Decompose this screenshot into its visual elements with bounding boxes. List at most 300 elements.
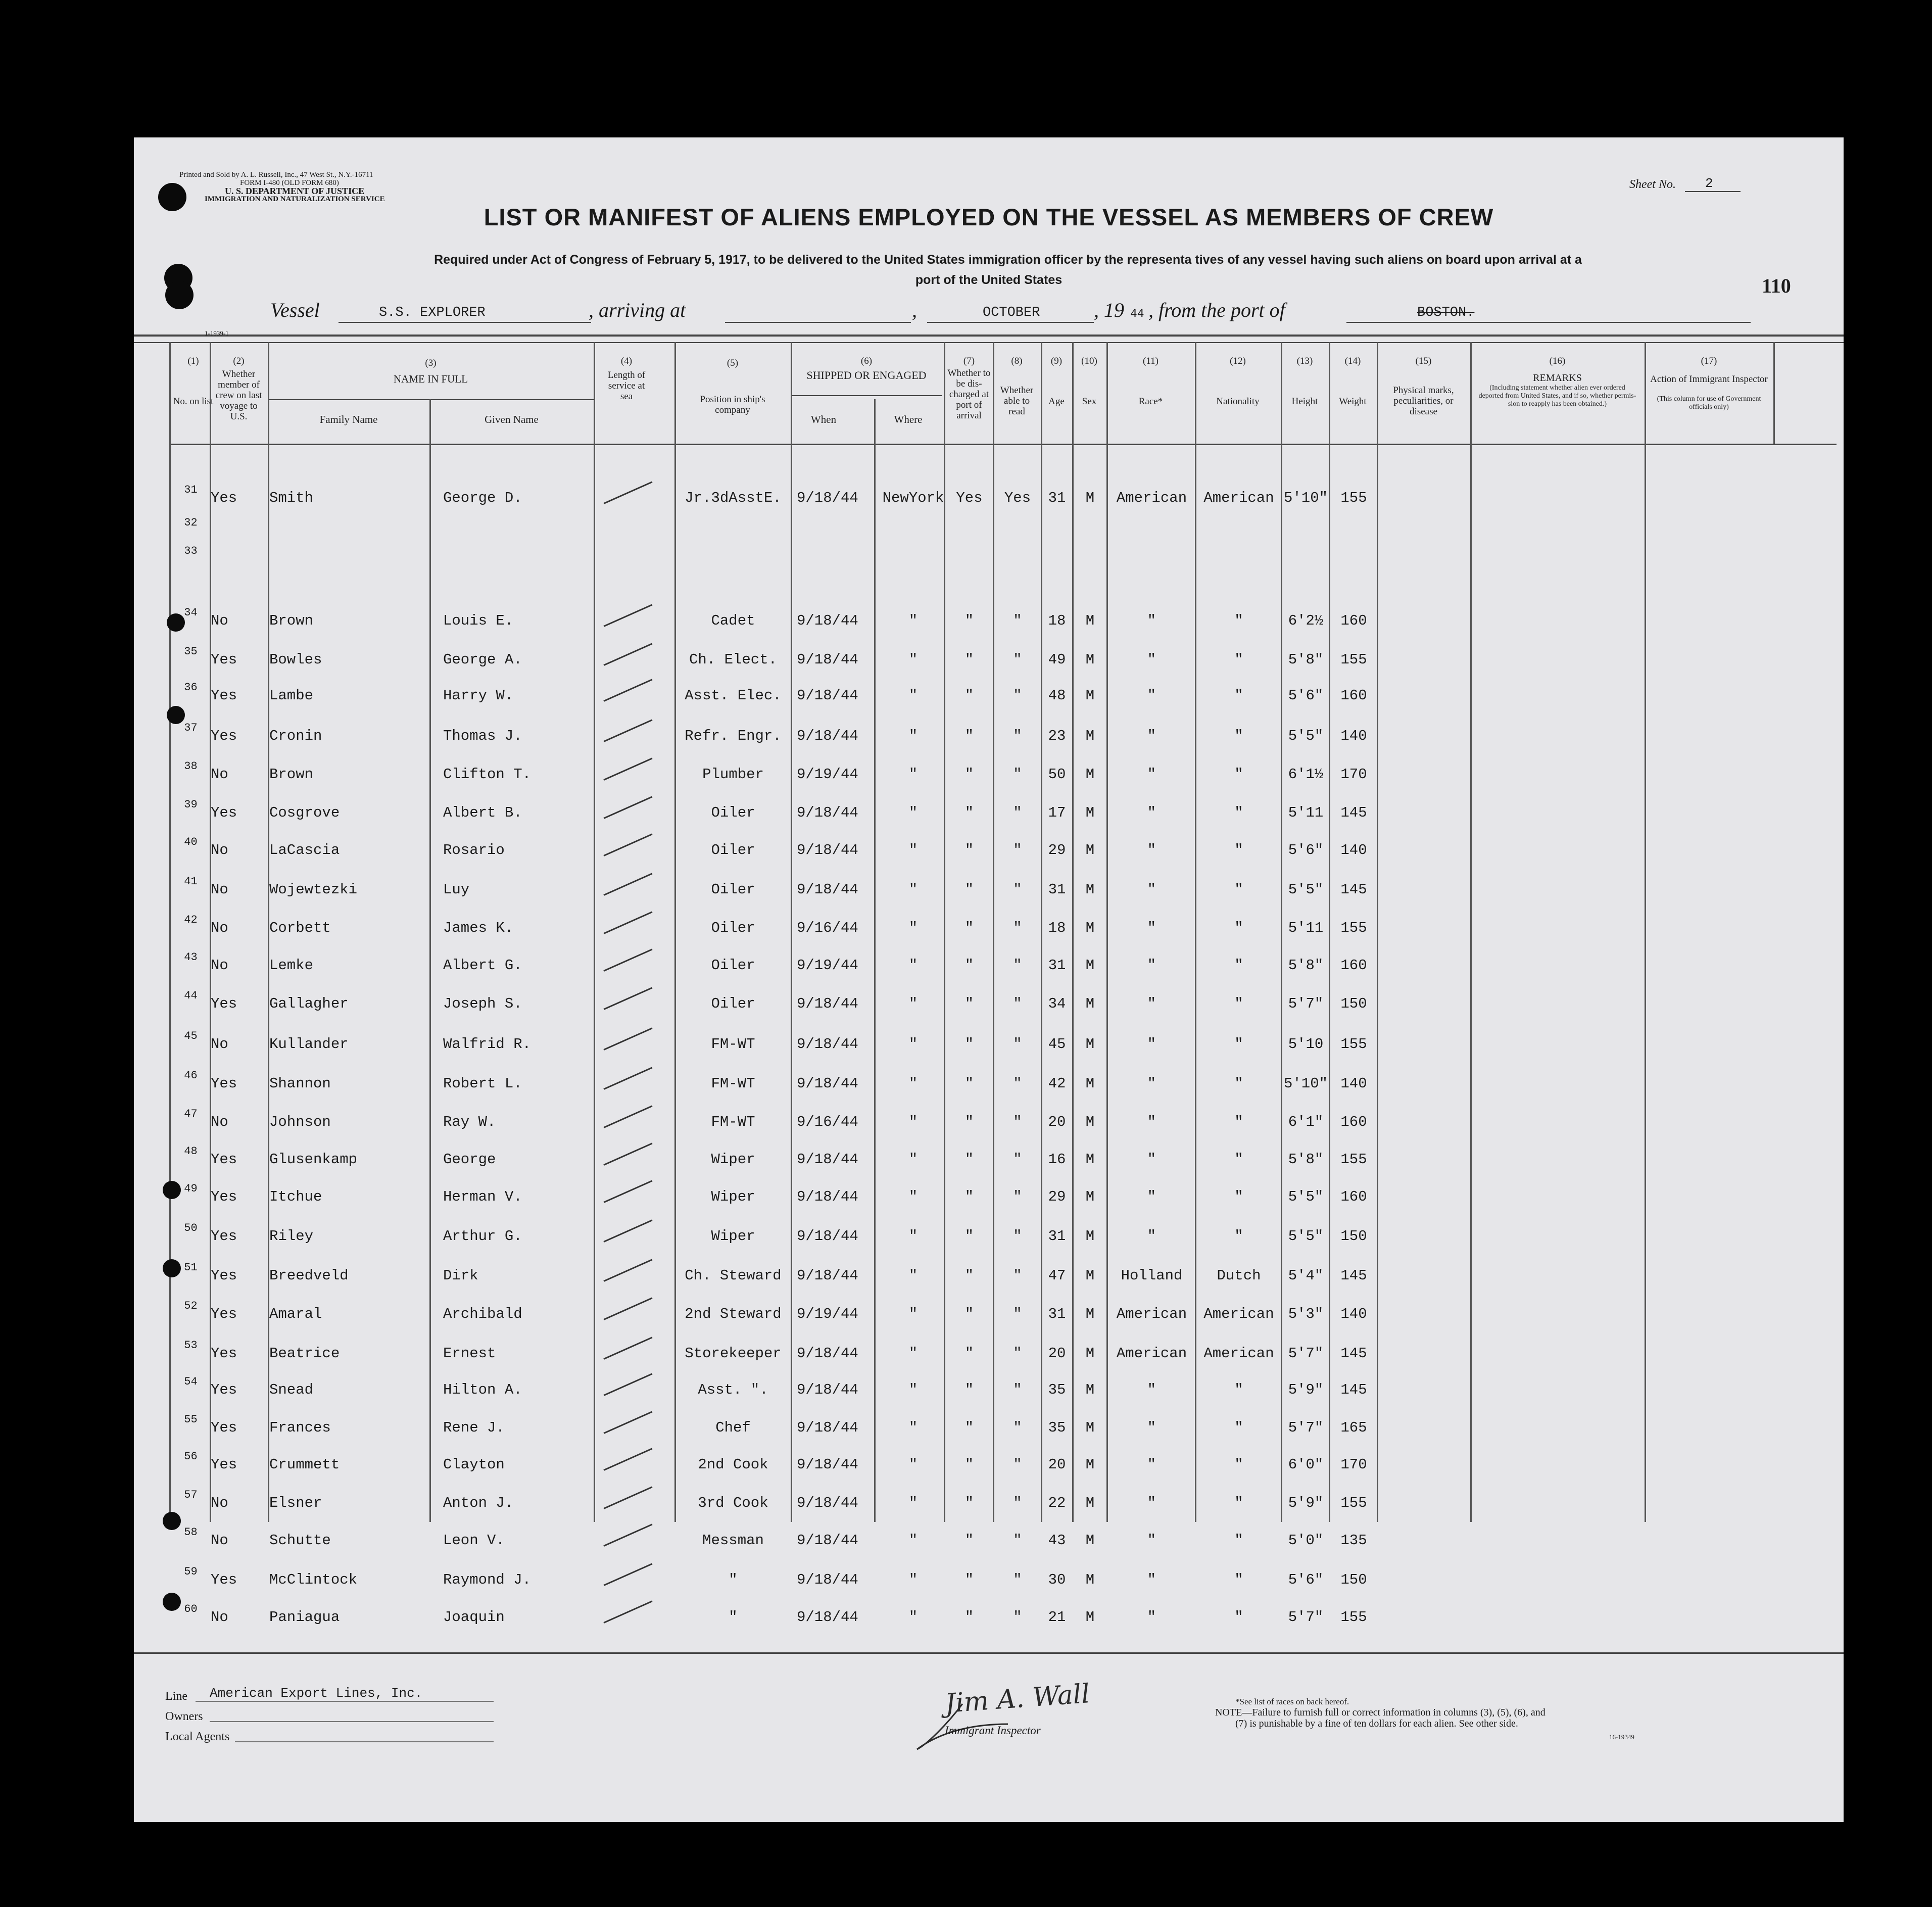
- cell-where: ": [908, 957, 918, 974]
- cell-family: Cronin: [269, 728, 322, 744]
- cell-no: 43: [184, 951, 198, 964]
- col9-num: (9): [1050, 356, 1062, 366]
- cell-prev: No: [211, 842, 228, 859]
- cell-weight: 170: [1340, 766, 1367, 783]
- cell-when: 9/18/44: [797, 1228, 858, 1245]
- cell-sex: M: [1085, 612, 1095, 629]
- col12-num: (12): [1230, 356, 1246, 366]
- cell-no: 55: [184, 1413, 198, 1426]
- cell-when: 9/18/44: [797, 1419, 858, 1436]
- cell-read: ": [1013, 612, 1022, 629]
- cell-family: Riley: [269, 1228, 314, 1245]
- cell-nat: ": [1234, 995, 1243, 1012]
- from-port-underline: [1346, 322, 1751, 323]
- cell-where: ": [908, 881, 918, 898]
- cell-when: 9/19/44: [797, 1306, 858, 1322]
- cell-disch: ": [964, 1036, 974, 1053]
- cell-disch: ": [964, 1114, 974, 1130]
- vessel-label: Vessel: [270, 299, 320, 321]
- cell-prev: Yes: [211, 1306, 237, 1322]
- sheet-number-label: Sheet No.: [1629, 178, 1676, 191]
- cell-read: ": [1013, 995, 1022, 1012]
- cell-pos: Oiler: [711, 995, 755, 1012]
- cell-weight: 170: [1340, 1456, 1367, 1473]
- cell-pos: FM-WT: [711, 1036, 755, 1053]
- cell-height: 5'4": [1288, 1267, 1324, 1284]
- cell-where: NewYork: [882, 490, 944, 506]
- cell-disch: ": [964, 1456, 974, 1473]
- cell-weight: 155: [1340, 1495, 1367, 1511]
- cell-age: 16: [1048, 1151, 1066, 1168]
- cell-sex: M: [1085, 1114, 1095, 1130]
- cell-family: Brown: [269, 612, 314, 629]
- cell-height: 5'8": [1288, 957, 1324, 974]
- cell-no: 58: [184, 1526, 198, 1539]
- punch-mark: [167, 706, 185, 724]
- cell-weight: 155: [1340, 920, 1367, 936]
- cell-race: ": [1147, 1532, 1156, 1549]
- cell-sex: M: [1085, 1419, 1095, 1436]
- cell-family: Bowles: [269, 651, 322, 668]
- cell-weight: 140: [1340, 1075, 1367, 1092]
- from-port: BOSTON.: [1417, 305, 1475, 320]
- cell-family: Smith: [269, 490, 314, 506]
- cell-prev: No: [211, 766, 228, 783]
- cell-nat: ": [1234, 1228, 1243, 1245]
- cell-given: Louis E.: [443, 612, 514, 629]
- cell-race: American: [1116, 1345, 1187, 1362]
- cell-age: 30: [1048, 1571, 1066, 1588]
- service-check-mark: [603, 679, 652, 701]
- cell-no: 35: [184, 645, 198, 658]
- cell-weight: 145: [1340, 881, 1367, 898]
- cell-no: 44: [184, 989, 198, 1002]
- cell-age: 29: [1048, 842, 1066, 859]
- cell-disch: ": [964, 920, 974, 936]
- cell-family: Johnson: [269, 1114, 331, 1130]
- cell-given: Archibald: [443, 1306, 522, 1322]
- form-number: FORM I-480 (OLD FORM 680): [240, 179, 339, 187]
- cell-age: 42: [1048, 1075, 1066, 1092]
- col3-family-name: Family Name: [319, 413, 378, 425]
- cell-nat: ": [1234, 1151, 1243, 1168]
- col6-num: (6): [860, 356, 873, 366]
- punch-mark: [163, 1259, 181, 1277]
- cell-prev: Yes: [211, 728, 237, 744]
- cell-age: 35: [1048, 1381, 1066, 1398]
- cell-height: 6'1½: [1288, 766, 1324, 783]
- cell-age: 45: [1048, 1036, 1066, 1053]
- cell-family: Shannon: [269, 1075, 331, 1092]
- cell-family: Corbett: [269, 920, 331, 936]
- cell-pos: Oiler: [711, 957, 755, 974]
- cell-age: 22: [1048, 1495, 1066, 1511]
- service-check-mark: [603, 1523, 652, 1546]
- cell-family: LaCascia: [269, 842, 340, 859]
- cell-when: 9/18/44: [797, 1381, 858, 1398]
- cell-disch: ": [964, 1571, 974, 1588]
- cell-where: ": [908, 1075, 918, 1092]
- col17-label: Action of Immigrant Inspector: [1650, 374, 1768, 385]
- service-check-mark: [603, 1486, 652, 1509]
- cell-prev: Yes: [211, 1075, 237, 1092]
- punch-mark: [163, 1512, 181, 1530]
- cell-no: 37: [184, 722, 198, 734]
- cell-disch: ": [964, 766, 974, 783]
- cell-age: 48: [1048, 687, 1066, 704]
- cell-race: ": [1147, 1495, 1156, 1511]
- cell-height: 5'7": [1288, 1609, 1324, 1626]
- cell-where: ": [908, 1495, 918, 1511]
- cell-given: Thomas J.: [443, 728, 522, 744]
- cell-given: George A.: [443, 651, 522, 668]
- cell-age: 31: [1048, 1306, 1066, 1322]
- owners-underline: [210, 1721, 494, 1722]
- col14-num: (14): [1344, 356, 1361, 366]
- cell-when: 9/18/44: [797, 842, 858, 859]
- cell-disch: ": [964, 1381, 974, 1398]
- cell-height: 5'11: [1288, 804, 1324, 821]
- cell-family: Schutte: [269, 1532, 331, 1549]
- col13-num: (13): [1296, 356, 1313, 366]
- cell-given: Clayton: [443, 1456, 505, 1473]
- cell-pos: 2nd Steward: [685, 1306, 782, 1322]
- cell-given: George D.: [443, 490, 522, 506]
- cell-disch: ": [964, 1267, 974, 1284]
- cell-sex: M: [1085, 687, 1095, 704]
- cell-pos: 3rd Cook: [698, 1495, 768, 1511]
- col10-label: Sex: [1082, 396, 1097, 407]
- cell-pos: ": [729, 1609, 738, 1626]
- from-port-label: , from the port of: [1148, 299, 1285, 321]
- cell-race: ": [1147, 1571, 1156, 1588]
- line-label: Line: [165, 1690, 187, 1703]
- cell-nat: American: [1203, 490, 1274, 506]
- month-underline: [927, 322, 1094, 323]
- cell-age: 20: [1048, 1456, 1066, 1473]
- cell-nat: ": [1234, 1571, 1243, 1588]
- cell-nat: ": [1234, 1532, 1243, 1549]
- page-title: LIST OR MANIFEST OF ALIENS EMPLOYED ON THE VESSEL AS MEMBERS OF CREW: [484, 204, 1494, 230]
- cell-where: ": [908, 1228, 918, 1245]
- cell-where: ": [908, 728, 918, 744]
- cell-read: ": [1013, 1571, 1022, 1588]
- cell-when: 9/18/44: [797, 728, 858, 744]
- cell-pos: Jr.3dAsstE.: [685, 490, 782, 506]
- column-divider: [1470, 342, 1472, 1522]
- cell-nat: ": [1234, 1456, 1243, 1473]
- cell-nat: American: [1203, 1345, 1274, 1362]
- cell-nat: ": [1234, 1114, 1243, 1130]
- cell-pos: Chef: [715, 1419, 751, 1436]
- cell-read: ": [1013, 651, 1022, 668]
- col15-num: (15): [1415, 356, 1432, 366]
- cell-age: 21: [1048, 1609, 1066, 1626]
- cell-given: Herman V.: [443, 1188, 522, 1205]
- local-agents-label: Local Agents: [165, 1730, 230, 1743]
- cell-race: American: [1116, 490, 1187, 506]
- cell-family: Snead: [269, 1381, 314, 1398]
- cell-race: American: [1116, 1306, 1187, 1322]
- cell-no: 41: [184, 875, 198, 888]
- col5-label: Position in ship's company: [700, 394, 765, 415]
- cell-family: Gallagher: [269, 995, 349, 1012]
- cell-race: ": [1147, 1188, 1156, 1205]
- cell-sex: M: [1085, 1036, 1095, 1053]
- column-divider: [1645, 342, 1646, 1522]
- cell-where: ": [908, 1188, 918, 1205]
- cell-disch: Yes: [956, 490, 983, 506]
- col3-num: (3): [425, 358, 437, 368]
- cell-nat: ": [1234, 728, 1243, 744]
- cell-disch: ": [964, 1419, 974, 1436]
- cell-weight: 160: [1340, 957, 1367, 974]
- cell-age: 20: [1048, 1345, 1066, 1362]
- cell-sex: M: [1085, 881, 1095, 898]
- cell-pos: Oiler: [711, 842, 755, 859]
- cell-prev: Yes: [211, 1456, 237, 1473]
- cell-given: Leon V.: [443, 1532, 505, 1549]
- cell-sex: M: [1085, 1151, 1095, 1168]
- cell-no: 34: [184, 606, 198, 619]
- col16-instructions: (Including statement whether alien ever ordered deported from United States, and if so, whether permis- sion to reapply has been obtained.): [1478, 384, 1636, 408]
- cell-read: ": [1013, 1306, 1022, 1322]
- printer-line: Printed and Sold by A. L. Russell, Inc., 47 West St., N.Y.-16711: [179, 171, 373, 179]
- cell-where: ": [908, 1609, 918, 1626]
- cell-race: ": [1147, 804, 1156, 821]
- cell-pos: Ch. Elect.: [689, 651, 778, 668]
- cell-prev: No: [211, 1609, 228, 1626]
- cell-age: 34: [1048, 995, 1066, 1012]
- service-check-mark: [603, 1448, 652, 1470]
- cell-height: 5'5": [1288, 728, 1324, 744]
- col3-label: NAME IN FULL: [394, 373, 468, 385]
- cell-no: 49: [184, 1182, 198, 1195]
- col13-label: Height: [1291, 396, 1318, 407]
- col17-instructions: (This column for use of Government officials only): [1657, 395, 1761, 411]
- cell-pos: 2nd Cook: [698, 1456, 768, 1473]
- column-divider: [429, 399, 431, 1522]
- cell-nat: ": [1234, 804, 1243, 821]
- cell-age: 47: [1048, 1267, 1066, 1284]
- cell-nat: ": [1234, 1495, 1243, 1511]
- cell-when: 9/18/44: [797, 1495, 858, 1511]
- cell-disch: ": [964, 651, 974, 668]
- cell-read: ": [1013, 1267, 1022, 1284]
- agents-underline: [235, 1741, 494, 1742]
- cell-where: ": [908, 1151, 918, 1168]
- cell-where: ": [908, 1532, 918, 1549]
- cell-when: 9/18/44: [797, 804, 858, 821]
- cell-when: 9/18/44: [797, 1151, 858, 1168]
- manifest-sheet: [134, 137, 1844, 1822]
- page-number: 110: [1762, 274, 1791, 297]
- cell-where: ": [908, 612, 918, 629]
- vessel-name: S.S. EXPLORER: [379, 305, 486, 320]
- cell-nat: ": [1234, 957, 1243, 974]
- cell-no: 38: [184, 760, 198, 773]
- form-code: 1-1939-1: [205, 329, 229, 337]
- cell-race: ": [1147, 651, 1156, 668]
- cell-race: ": [1147, 1075, 1156, 1092]
- cell-read: ": [1013, 957, 1022, 974]
- cell-given: Harry W.: [443, 687, 514, 704]
- cell-read: ": [1013, 1188, 1022, 1205]
- cell-weight: 155: [1340, 651, 1367, 668]
- cell-height: 5'9": [1288, 1381, 1324, 1398]
- cell-height: 6'0": [1288, 1456, 1324, 1473]
- cell-prev: Yes: [211, 687, 237, 704]
- cell-no: 60: [184, 1603, 198, 1615]
- cell-no: 32: [184, 516, 198, 529]
- cell-read: ": [1013, 1075, 1022, 1092]
- cell-weight: 155: [1340, 1609, 1367, 1626]
- cell-given: Luy: [443, 881, 470, 898]
- cell-read: ": [1013, 1419, 1022, 1436]
- cell-sex: M: [1085, 1381, 1095, 1398]
- service-check-mark: [603, 1411, 652, 1434]
- cell-no: 33: [184, 545, 198, 557]
- col5-num: (5): [727, 358, 739, 368]
- cell-height: 5'9": [1288, 1495, 1324, 1511]
- cell-when: 9/16/44: [797, 1114, 858, 1130]
- cell-age: 50: [1048, 766, 1066, 783]
- cell-given: Walfrid R.: [443, 1036, 532, 1053]
- owners-label: Owners: [165, 1710, 203, 1723]
- penalty-note-2: (7) is punishable by a fine of ten dollars for each alien. See other side.: [1235, 1718, 1518, 1729]
- cell-prev: Yes: [211, 1188, 237, 1205]
- col16-num: (16): [1549, 356, 1566, 366]
- cell-where: ": [908, 995, 918, 1012]
- cell-when: 9/18/44: [797, 1075, 858, 1092]
- cell-height: 5'3": [1288, 1306, 1324, 1322]
- service-check-mark: [603, 1142, 652, 1165]
- cell-pos: Messman: [702, 1532, 764, 1549]
- cell-age: 31: [1048, 1228, 1066, 1245]
- cell-disch: ": [964, 1306, 974, 1322]
- cell-family: Itchue: [269, 1188, 322, 1205]
- cell-family: Beatrice: [269, 1345, 340, 1362]
- cell-pos: Asst. Elec.: [685, 687, 782, 704]
- cell-race: ": [1147, 1381, 1156, 1398]
- cell-height: 5'8": [1288, 1151, 1324, 1168]
- cell-where: ": [908, 1419, 918, 1436]
- cell-where: ": [908, 1456, 918, 1473]
- line-value: American Export Lines, Inc.: [210, 1686, 423, 1701]
- cell-given: Anton J.: [443, 1495, 514, 1511]
- service-check-mark: [603, 604, 652, 627]
- cell-sex: M: [1085, 920, 1095, 936]
- cell-nat: ": [1234, 920, 1243, 936]
- cell-race: ": [1147, 1036, 1156, 1053]
- cell-weight: 150: [1340, 1228, 1367, 1245]
- cell-age: 23: [1048, 728, 1066, 744]
- cell-prev: Yes: [211, 1151, 237, 1168]
- cell-weight: 140: [1340, 842, 1367, 859]
- cell-where: ": [908, 920, 918, 936]
- cell-given: Hilton A.: [443, 1381, 522, 1398]
- cell-where: ": [908, 842, 918, 859]
- service-check-mark: [603, 1067, 652, 1089]
- cell-sex: M: [1085, 766, 1095, 783]
- cell-height: 5'6": [1288, 1571, 1324, 1588]
- col17-num: (17): [1701, 356, 1717, 366]
- cell-pos: FM-WT: [711, 1114, 755, 1130]
- cell-prev: No: [211, 1495, 228, 1511]
- cell-when: 9/18/44: [797, 1571, 858, 1588]
- col2-num: (2): [233, 356, 245, 366]
- vessel-underline: [339, 322, 591, 323]
- cell-family: Kullander: [269, 1036, 349, 1053]
- cell-read: ": [1013, 1114, 1022, 1130]
- cell-pos: Ch. Steward: [685, 1267, 782, 1284]
- col3-given-name: Given Name: [485, 413, 539, 425]
- cell-given: Albert B.: [443, 804, 522, 821]
- cell-no: 56: [184, 1450, 198, 1463]
- sheet-number-underline: [1685, 191, 1741, 192]
- arrival-month: OCTOBER: [983, 305, 1040, 320]
- cell-pos: ": [729, 1571, 738, 1588]
- service-check-mark: [603, 1373, 652, 1396]
- cell-family: Crummett: [269, 1456, 340, 1473]
- cell-sex: M: [1085, 842, 1095, 859]
- cell-weight: 155: [1340, 490, 1367, 506]
- cell-given: Rene J.: [443, 1419, 505, 1436]
- cell-weight: 140: [1340, 1306, 1367, 1322]
- service-check-mark: [603, 643, 652, 665]
- footer-rule: [134, 1652, 1844, 1654]
- cell-race: ": [1147, 881, 1156, 898]
- cell-sex: M: [1085, 1609, 1095, 1626]
- cell-nat: ": [1234, 1036, 1243, 1053]
- cell-nat: ": [1234, 1075, 1243, 1092]
- service-check-mark: [603, 757, 652, 780]
- col1-label: No. on list: [173, 396, 214, 407]
- cell-pos: Cadet: [711, 612, 755, 629]
- cell-when: 9/19/44: [797, 766, 858, 783]
- cell-prev: Yes: [211, 1419, 237, 1436]
- cell-no: 40: [184, 836, 198, 848]
- col14-label: Weight: [1339, 396, 1367, 407]
- cell-pos: Storekeeper: [685, 1345, 782, 1362]
- cell-weight: 150: [1340, 995, 1367, 1012]
- cell-race: ": [1147, 920, 1156, 936]
- cell-read: ": [1013, 881, 1022, 898]
- cell-disch: ": [964, 1075, 974, 1092]
- cell-disch: ": [964, 881, 974, 898]
- column-divider: [874, 399, 876, 1522]
- cell-nat: ": [1234, 1188, 1243, 1205]
- cell-family: Wojewtezki: [269, 881, 358, 898]
- sheet-number: 2: [1705, 176, 1713, 191]
- cell-sex: M: [1085, 804, 1095, 821]
- cell-when: 9/18/44: [797, 1609, 858, 1626]
- subtitle-line-1: Required under Act of Congress of February 5, 1917, to be delivered to the United States immigration officer by the representa tives of any vessel having such aliens on board upon arrival at a: [434, 253, 1582, 267]
- cell-race: ": [1147, 1609, 1156, 1626]
- cell-prev: Yes: [211, 1345, 237, 1362]
- cell-when: 9/18/44: [797, 1188, 858, 1205]
- subtitle-line-2: port of the United States: [915, 273, 1062, 287]
- cell-given: Albert G.: [443, 957, 522, 974]
- cell-weight: 155: [1340, 1151, 1367, 1168]
- cell-prev: No: [211, 957, 228, 974]
- cell-weight: 155: [1340, 1036, 1367, 1053]
- service-check-mark: [603, 796, 652, 819]
- cell-sex: M: [1085, 1571, 1095, 1588]
- cell-weight: 140: [1340, 728, 1367, 744]
- cell-when: 9/18/44: [797, 651, 858, 668]
- cell-disch: ": [964, 1532, 974, 1549]
